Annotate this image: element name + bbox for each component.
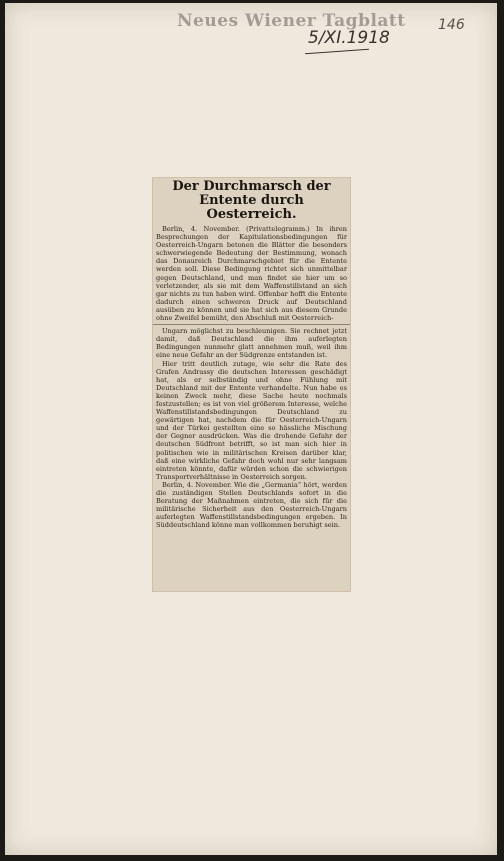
handwritten-date-underline	[305, 49, 369, 54]
handwritten-page-number: 146	[438, 17, 465, 33]
article-paragraph: Hier tritt deutlich zutage, wie sehr die Rate des Grafen Andrassy die deutschen Interessen geschädigt hat, als er selbständig und ohne Fühlung mit Deutschland mit der Entente verhandelte. Nun habe es keinen Zweck mehr, diese Sache heute nochmals festzustellen; es ist von viel größerem Interesse, welche Waffenstillstandsbedingungen Deutschland zu gewärtigen hat, nachdem die für Oesterreich-Ungarn und der Türkei gestellten eine so hässliche Mischung der Gegner ausdrücken. Was die drohende Gefahr der deutschen Südfront betrifft, so ist man sich hier in politischen wie in militärischen Kreisen darüber klar, daß eine wirkliche Gefahr doch wohl nur sehr langsam eintreten könnte, dafür würden schon die schwierigen Transportverhältnisse in Oesterreich sorgen.	[156, 359, 347, 481]
article-paragraph: Berlin, 4. November. Wie die „Germania“ hört, werden die zuständigen Stellen Deutschlands sofort in die Beratung der Maßnahmen eintreten, die sich für die militärische Sicherheit aus den Oesterreich-Ungarn auferlegten Waffenstillstandsbedingungen ergeben. In Süddeutschland könne man vollkommen beruhigt sein.	[156, 480, 347, 530]
article-body	[153, 225, 350, 529]
handwritten-date: 5/XI.1918	[308, 28, 390, 48]
article-paragraph: Berlin, 4. November. (Privattelegramm.) In ihren Besprechungen der Kapitulationsbedingungen für Oesterreich-Ungarn betonen die Blätter die besonders schwerwiegende Bedeutung der Bestimmung, wonach das Donaureich Durchmarschgebiet für die Entente werden soll. Diese Bedingung richtet sich unmittelbar gegen Deutschland, und man findet sie hier um so verletzender, als sie mit dem Waffenstillstand an sich gar nichts zu tun haben wird. Offenbar hofft die Entente dadurch einen schweren Druck auf Deutschland ausüben zu können und sie hat sich aus diesem Grunde ohne Zweifel bemüht, den Abschluß mit Oesterreich-	[156, 225, 347, 323]
article-paragraph: Ungarn möglichst zu beschleunigen. Sie rechnet jetzt damit, daß Deutschland die ihm auferlegten Bedingungen nunmehr glatt annehmen muß, weil ihm eine neue Gefahr an der Südgrenze entstanden ist.	[156, 327, 347, 360]
clipping-fold-line	[153, 324, 350, 325]
newspaper-stamp: Neues Wiener Tagblatt	[177, 11, 406, 31]
newspaper-clipping	[153, 178, 350, 591]
article-headline: Der Durchmarsch der Entente durch Oesterreich.	[172, 179, 331, 222]
